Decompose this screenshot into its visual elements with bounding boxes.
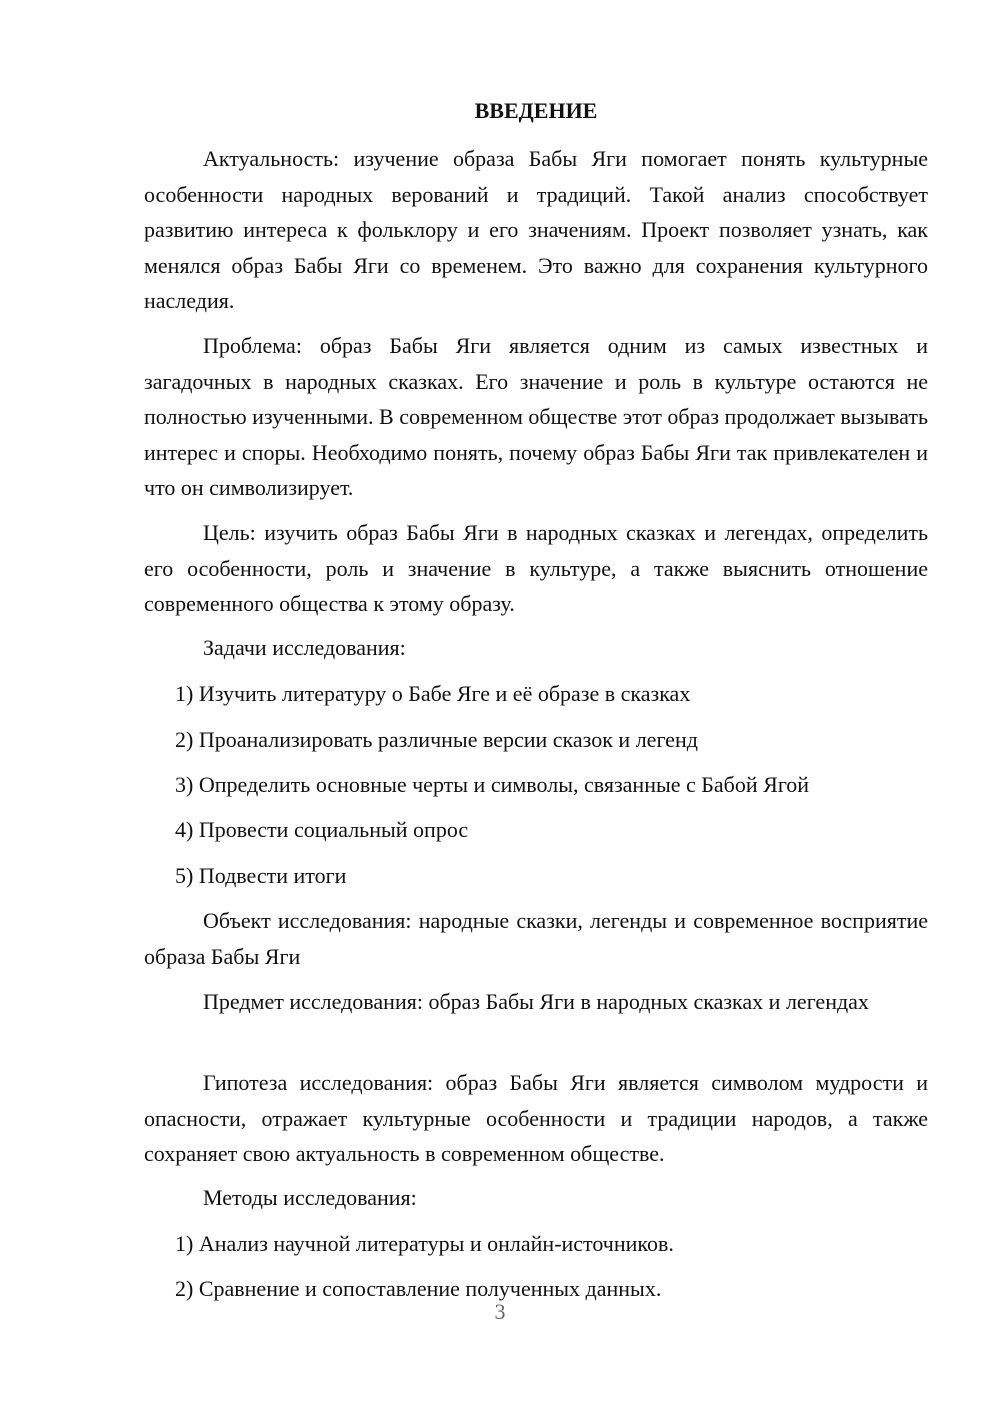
task-item: 2) Проанализировать различные версии сказок и легенд	[175, 727, 698, 752]
task-item: 5) Подвести итоги	[175, 863, 347, 888]
paragraph-problem: Проблема: образ Бабы Яги является одним из самых известных и загадочных в народных сказках. Его значение и роль в культуре остаются не полностью изученными. В современном обществе этот образ продолжает вызывать интерес и споры. Необходимо понять, почему образ Бабы Яги так привлекателен и что он символизирует.	[144, 333, 928, 500]
task-item: 1) Изучить литературу о Бабе Яге и её образе в сказках	[175, 681, 691, 706]
paragraph-hypothesis: Гипотеза исследования: образ Бабы Яги является символом мудрости и опасности, отражает культурные особенности и традиции народов, а также сохраняет свою актуальность в современном обществе.	[144, 1070, 928, 1166]
section-heading: ВВЕДЕНИЕ	[474, 98, 598, 123]
methods-title: Методы исследования:	[203, 1185, 417, 1210]
tasks-title: Задачи исследования:	[203, 635, 406, 660]
paragraph-subject: Предмет исследования: образ Бабы Яги в народных сказках и легендах	[203, 989, 869, 1014]
paragraph-relevance: Актуальность: изучение образа Бабы Яги помогает понять культурные особенности народных верований и традиций. Такой анализ способствует развитию интереса к фольклору и его значениям. Проект позволяет узнать, как менялся образ Бабы Яги со временем. Это важно для сохранения культурного наследия.	[144, 146, 928, 313]
paragraph-object: Объект исследования: народные сказки, легенды и современное восприятие образа Бабы Яги	[144, 908, 928, 969]
task-item: 4) Провести социальный опрос	[175, 817, 469, 842]
page-number: 3	[494, 1299, 506, 1324]
paragraph-goal: Цель: изучить образ Бабы Яги в народных сказках и легендах, определить его особенности, роль и значение в культуре, а также выяснить отношение современного общества к этому образу.	[144, 520, 928, 616]
method-item: 1) Анализ научной литературы и онлайн-источников.	[175, 1231, 674, 1256]
task-item: 3) Определить основные черты и символы, связанные с Бабой Ягой	[175, 772, 810, 797]
method-item: 2) Сравнение и сопоставление полученных данных.	[175, 1276, 662, 1301]
